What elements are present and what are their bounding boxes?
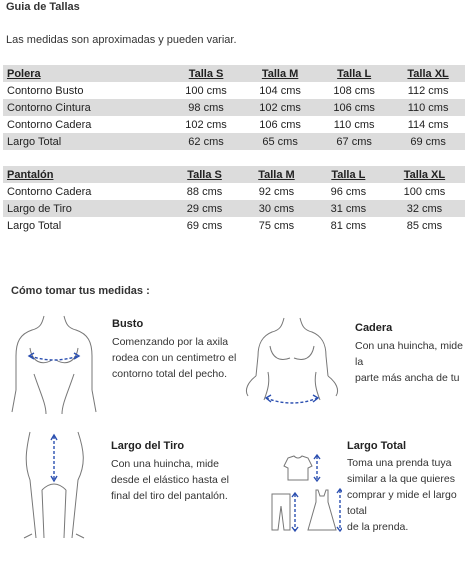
table-cell: 31 cms: [313, 200, 384, 217]
hip-description: [355, 338, 474, 386]
description-line: contorno total del pecho.: [112, 368, 227, 380]
table-cell: 106 cms: [259, 118, 301, 131]
pantalon-size-table: [3, 166, 465, 234]
table-row: [3, 133, 465, 150]
table-cell: 110 cms: [391, 99, 465, 116]
table-cell: 92 cms: [258, 185, 295, 198]
header-cell: Talla L: [313, 166, 384, 183]
table-cell: 85 cms: [406, 219, 443, 232]
table-cell: 98 cms: [169, 99, 243, 116]
table-cell: 69 cms: [391, 133, 465, 150]
table-row: [3, 200, 465, 217]
description-line: rodea con un centimetro el: [112, 352, 237, 364]
header-cell: Polera: [3, 65, 169, 82]
header-cell: Talla M: [243, 65, 317, 82]
row-label: Contorno Busto: [7, 84, 84, 97]
hip-diagram: [244, 316, 340, 412]
table-cell: 106 cms: [317, 99, 391, 116]
row-label: Contorno Cadera: [7, 185, 92, 198]
polera-size-table: [3, 65, 465, 150]
table-cell: 88 cms: [186, 185, 223, 198]
bust-diagram: [6, 312, 102, 416]
howto-title: Cómo tomar tus medidas :: [11, 285, 150, 297]
table-cell: 69 cms: [186, 219, 223, 232]
header-cell: Talla M: [240, 166, 313, 183]
hip-figure: [244, 316, 340, 412]
description-line: Con una huincha, mide la: [355, 340, 463, 368]
table-header-row: [3, 65, 465, 82]
header-cell: Talla L: [317, 65, 391, 82]
total-length-figure: [266, 450, 342, 534]
header-cell: Talla S: [169, 65, 243, 82]
table-row: [3, 217, 465, 234]
description-line: final del tiro del pantalón.: [111, 490, 228, 502]
row-label: Contorno Cintura: [3, 99, 169, 116]
description-line: Comenzando por la axila: [112, 336, 229, 348]
table-header-row: [3, 166, 465, 183]
header-cell: Pantalón: [3, 166, 169, 183]
bust-figure: [6, 312, 102, 416]
table-cell: 108 cms: [333, 84, 375, 97]
guide-title: Guia de Tallas: [6, 1, 80, 13]
description-line: comprar y mide el largo total: [347, 489, 457, 517]
table-cell: 67 cms: [317, 133, 391, 150]
table-cell: 104 cms: [259, 84, 301, 97]
table-cell: 81 cms: [330, 219, 367, 232]
table-row: [3, 116, 465, 133]
table-cell: 100 cms: [185, 84, 227, 97]
intro-note: Las medidas son aproximadas y pueden variar.: [6, 34, 237, 46]
table-cell: 96 cms: [330, 185, 367, 198]
header-cell: Talla XL: [384, 166, 465, 183]
table-row: [3, 82, 465, 99]
total-length-label: Largo Total: [347, 440, 407, 452]
table-cell: 112 cms: [407, 84, 449, 97]
total-length-description: [347, 455, 474, 535]
description-line: Toma una prenda tuya: [347, 457, 452, 469]
table-cell: 65 cms: [243, 133, 317, 150]
table-cell: 29 cms: [169, 200, 240, 217]
rise-figure: [20, 430, 90, 542]
header-cell: Talla S: [169, 166, 240, 183]
table-cell: 32 cms: [384, 200, 465, 217]
row-label: Largo Total: [3, 133, 169, 150]
table-row: [3, 99, 465, 116]
description-line: de la prenda.: [347, 521, 409, 533]
description-line: similar a la que quieres: [347, 473, 455, 485]
rise-description: [111, 456, 229, 504]
table-cell: 102 cms: [185, 118, 227, 131]
bust-label: Busto: [112, 318, 144, 330]
total-length-diagram: [266, 450, 342, 534]
row-label: Largo Total: [7, 219, 62, 232]
bust-description: [112, 334, 236, 382]
description-line: Con una huincha, mide: [111, 458, 219, 470]
hip-label: Cadera: [355, 322, 393, 334]
table-cell: 75 cms: [258, 219, 295, 232]
description-line: parte más ancha de tu: [355, 372, 460, 384]
header-cell: Talla XL: [391, 65, 465, 82]
description-line: desde el elástico hasta el: [111, 474, 229, 486]
table-cell: 100 cms: [403, 185, 446, 198]
table-cell: 114 cms: [407, 118, 449, 131]
table-cell: 30 cms: [240, 200, 313, 217]
rise-diagram: [20, 430, 90, 542]
table-cell: 102 cms: [243, 99, 317, 116]
table-cell: 62 cms: [169, 133, 243, 150]
table-cell: 110 cms: [333, 118, 375, 131]
row-label: Largo de Tiro: [3, 200, 169, 217]
table-row: [3, 183, 465, 200]
rise-label: Largo del Tiro: [111, 440, 185, 452]
row-label: Contorno Cadera: [7, 118, 92, 131]
